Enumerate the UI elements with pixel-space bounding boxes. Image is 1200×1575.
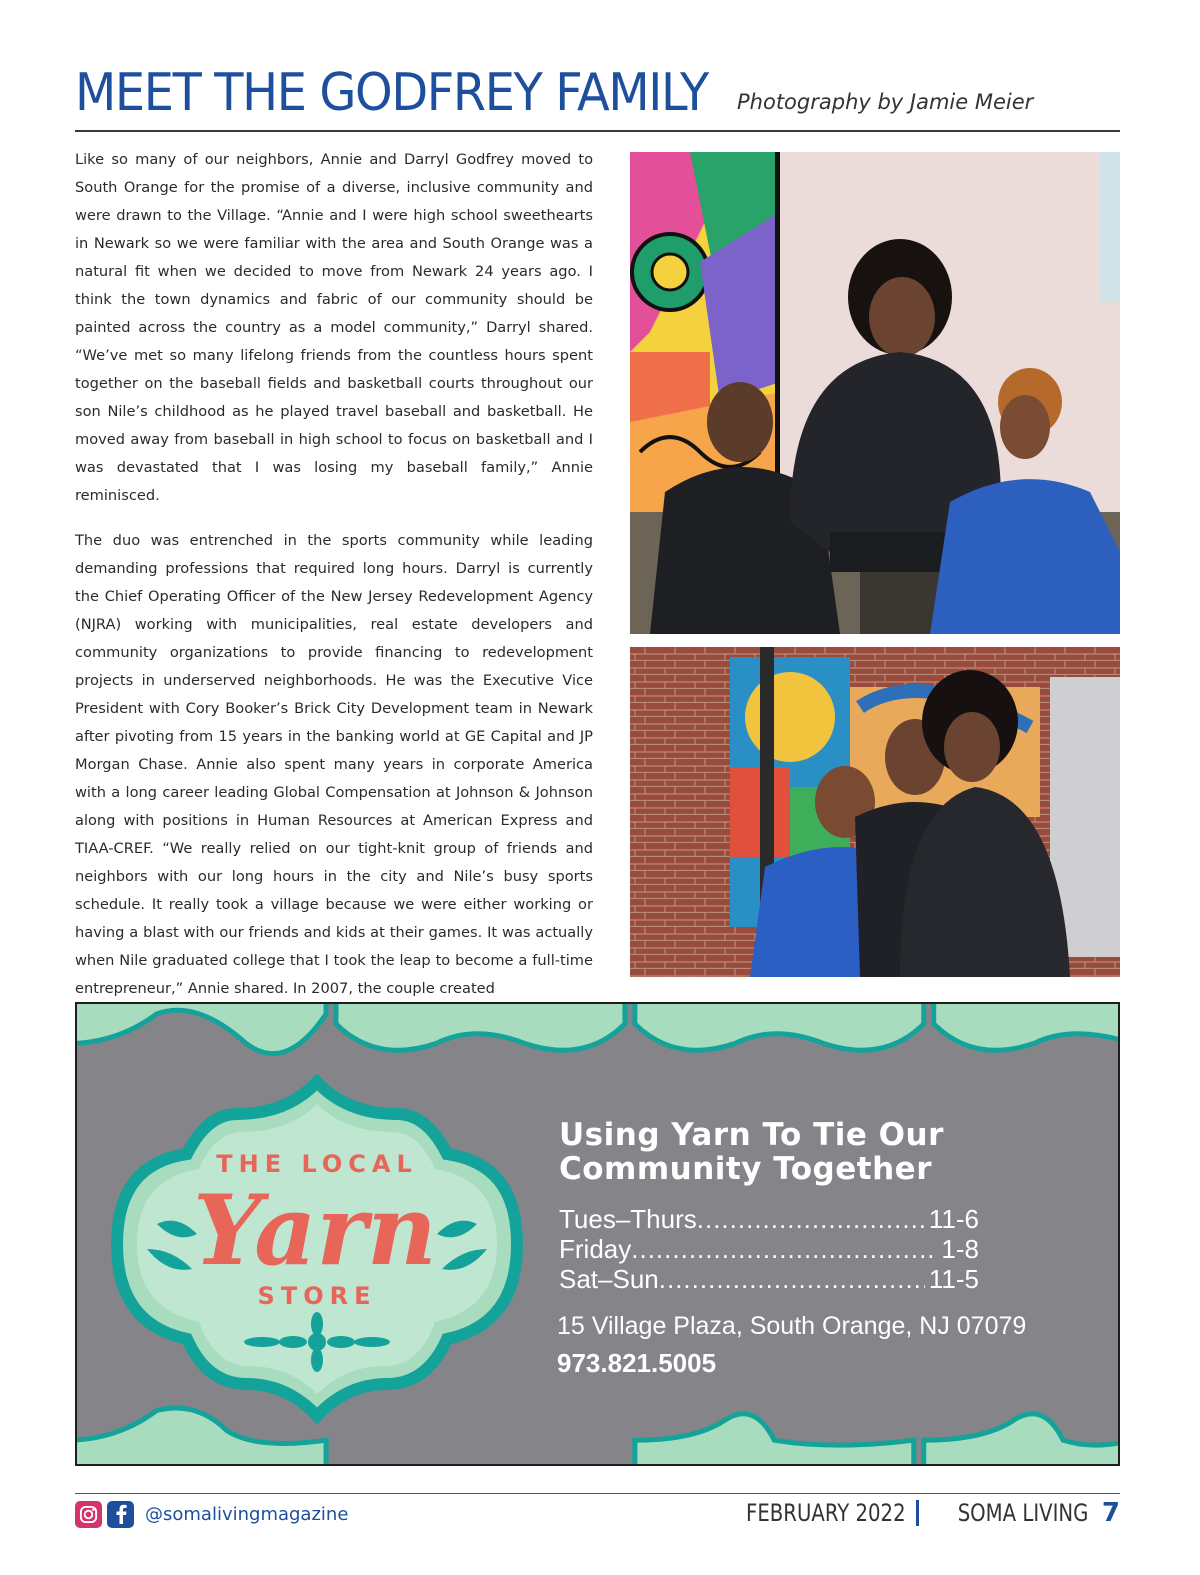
hours-day: Sat–Sun xyxy=(559,1264,659,1294)
store-address: 15 Village Plaza, South Orange, NJ 07079 xyxy=(557,1312,1027,1340)
hours-day: Friday xyxy=(559,1234,632,1264)
instagram-icon[interactable] xyxy=(75,1501,102,1528)
hours-time: 11-6 xyxy=(928,1204,979,1234)
hours-time: 11-5 xyxy=(928,1264,979,1294)
folio-separator xyxy=(916,1500,919,1526)
hours-row xyxy=(559,1234,979,1264)
hours-row xyxy=(559,1264,979,1294)
social-links xyxy=(75,1500,348,1528)
page-header xyxy=(75,62,1120,132)
family-photo-brick-wall xyxy=(630,647,1120,977)
issue-date: FEBRUARY 2022 xyxy=(745,1499,906,1527)
page-title: MEET THE GODFREY FAMILY xyxy=(75,63,708,123)
logo-the-local-text: THE LOCAL xyxy=(216,1150,418,1178)
store-hours xyxy=(559,1204,979,1294)
facebook-icon[interactable] xyxy=(107,1501,134,1528)
magazine-name: SOMA LIVING xyxy=(957,1499,1088,1527)
family-photo-mural-wall xyxy=(630,152,1120,634)
store-phone: 973.821.5005 xyxy=(557,1348,717,1378)
logo-store-text: STORE xyxy=(257,1282,377,1310)
yarn-store-advertisement xyxy=(75,1002,1120,1466)
article-body xyxy=(75,146,593,1020)
article-paragraph: Like so many of our neighbors, Annie and Darryl Godfrey moved to South Orange for the promise of a diverse, inclusive community and were drawn to the Village. “Annie and I were high school sweethearts in Newark so we were familiar with the area and South Orange was a natural fit when we decided to move from Newark 24 years ago. I think the town dynamics and fabric of our community should be painted across the country as a model community,” Darryl shared. “We’ve met so many lifelong friends from the countless hours spent together on the baseball fields and basketball courts throughout our son Nile’s childhood as he played travel baseball and basketball. He moved away from baseball in high school to focus on basketball and I was devastated that I was losing my baseball family,” Annie reminisced. xyxy=(75,151,593,504)
dot-leader xyxy=(631,1234,937,1264)
ad-headline-line: Community Together xyxy=(559,1151,932,1187)
page-number: 7 xyxy=(1101,1498,1120,1528)
photo-credit: Photography by Jamie Meier xyxy=(737,90,1034,114)
hours-day: Tues–Thurs xyxy=(559,1204,697,1234)
dot-leader xyxy=(659,1264,925,1294)
yarn-store-logo xyxy=(97,1074,537,1424)
hours-row xyxy=(559,1204,979,1234)
footer-divider xyxy=(75,1493,1120,1494)
ad-headline xyxy=(559,1118,1099,1186)
article-paragraph: The duo was entrenched in the sports community while leading demanding professions that required long hours. Darryl is currently the Chief Operating Officer of the New Jersey Redevelopment Agency (NJRA) working with municipalities, real estate developers and community organizations to provide financing to redevelopment projects in underserved neighborhoods. He was the Executive Vice President with Cory Booker’s Brick City Development team in Newark after pivoting from 15 years in the banking world at GE Capital and JP Morgan Chase. Annie also spent many years in corporate America with a long career leading Global Compensation at Johnson & Johnson along with positions in Human Resources at American Express and TIAA-CREF. “We really relied on our tight-knit group of friends and neighbors with our long hours in the city and Nile’s busy sports schedule. It really took a village because we were either working or having a blast with our friends and kids at their games. It was actually when Nile graduated college that I took the leap to become a full-time entrepreneur,” Annie shared. In 2007, the couple created xyxy=(75,532,593,997)
dot-leader xyxy=(697,1204,925,1234)
social-handle[interactable]: @somalivingmagazine xyxy=(145,1503,349,1525)
logo-yarn-text: Yarn xyxy=(193,1174,437,1287)
ad-headline-line: Using Yarn To Tie Our xyxy=(559,1117,944,1153)
hours-time: 1-8 xyxy=(941,1234,979,1264)
page-folio xyxy=(711,1498,1120,1528)
